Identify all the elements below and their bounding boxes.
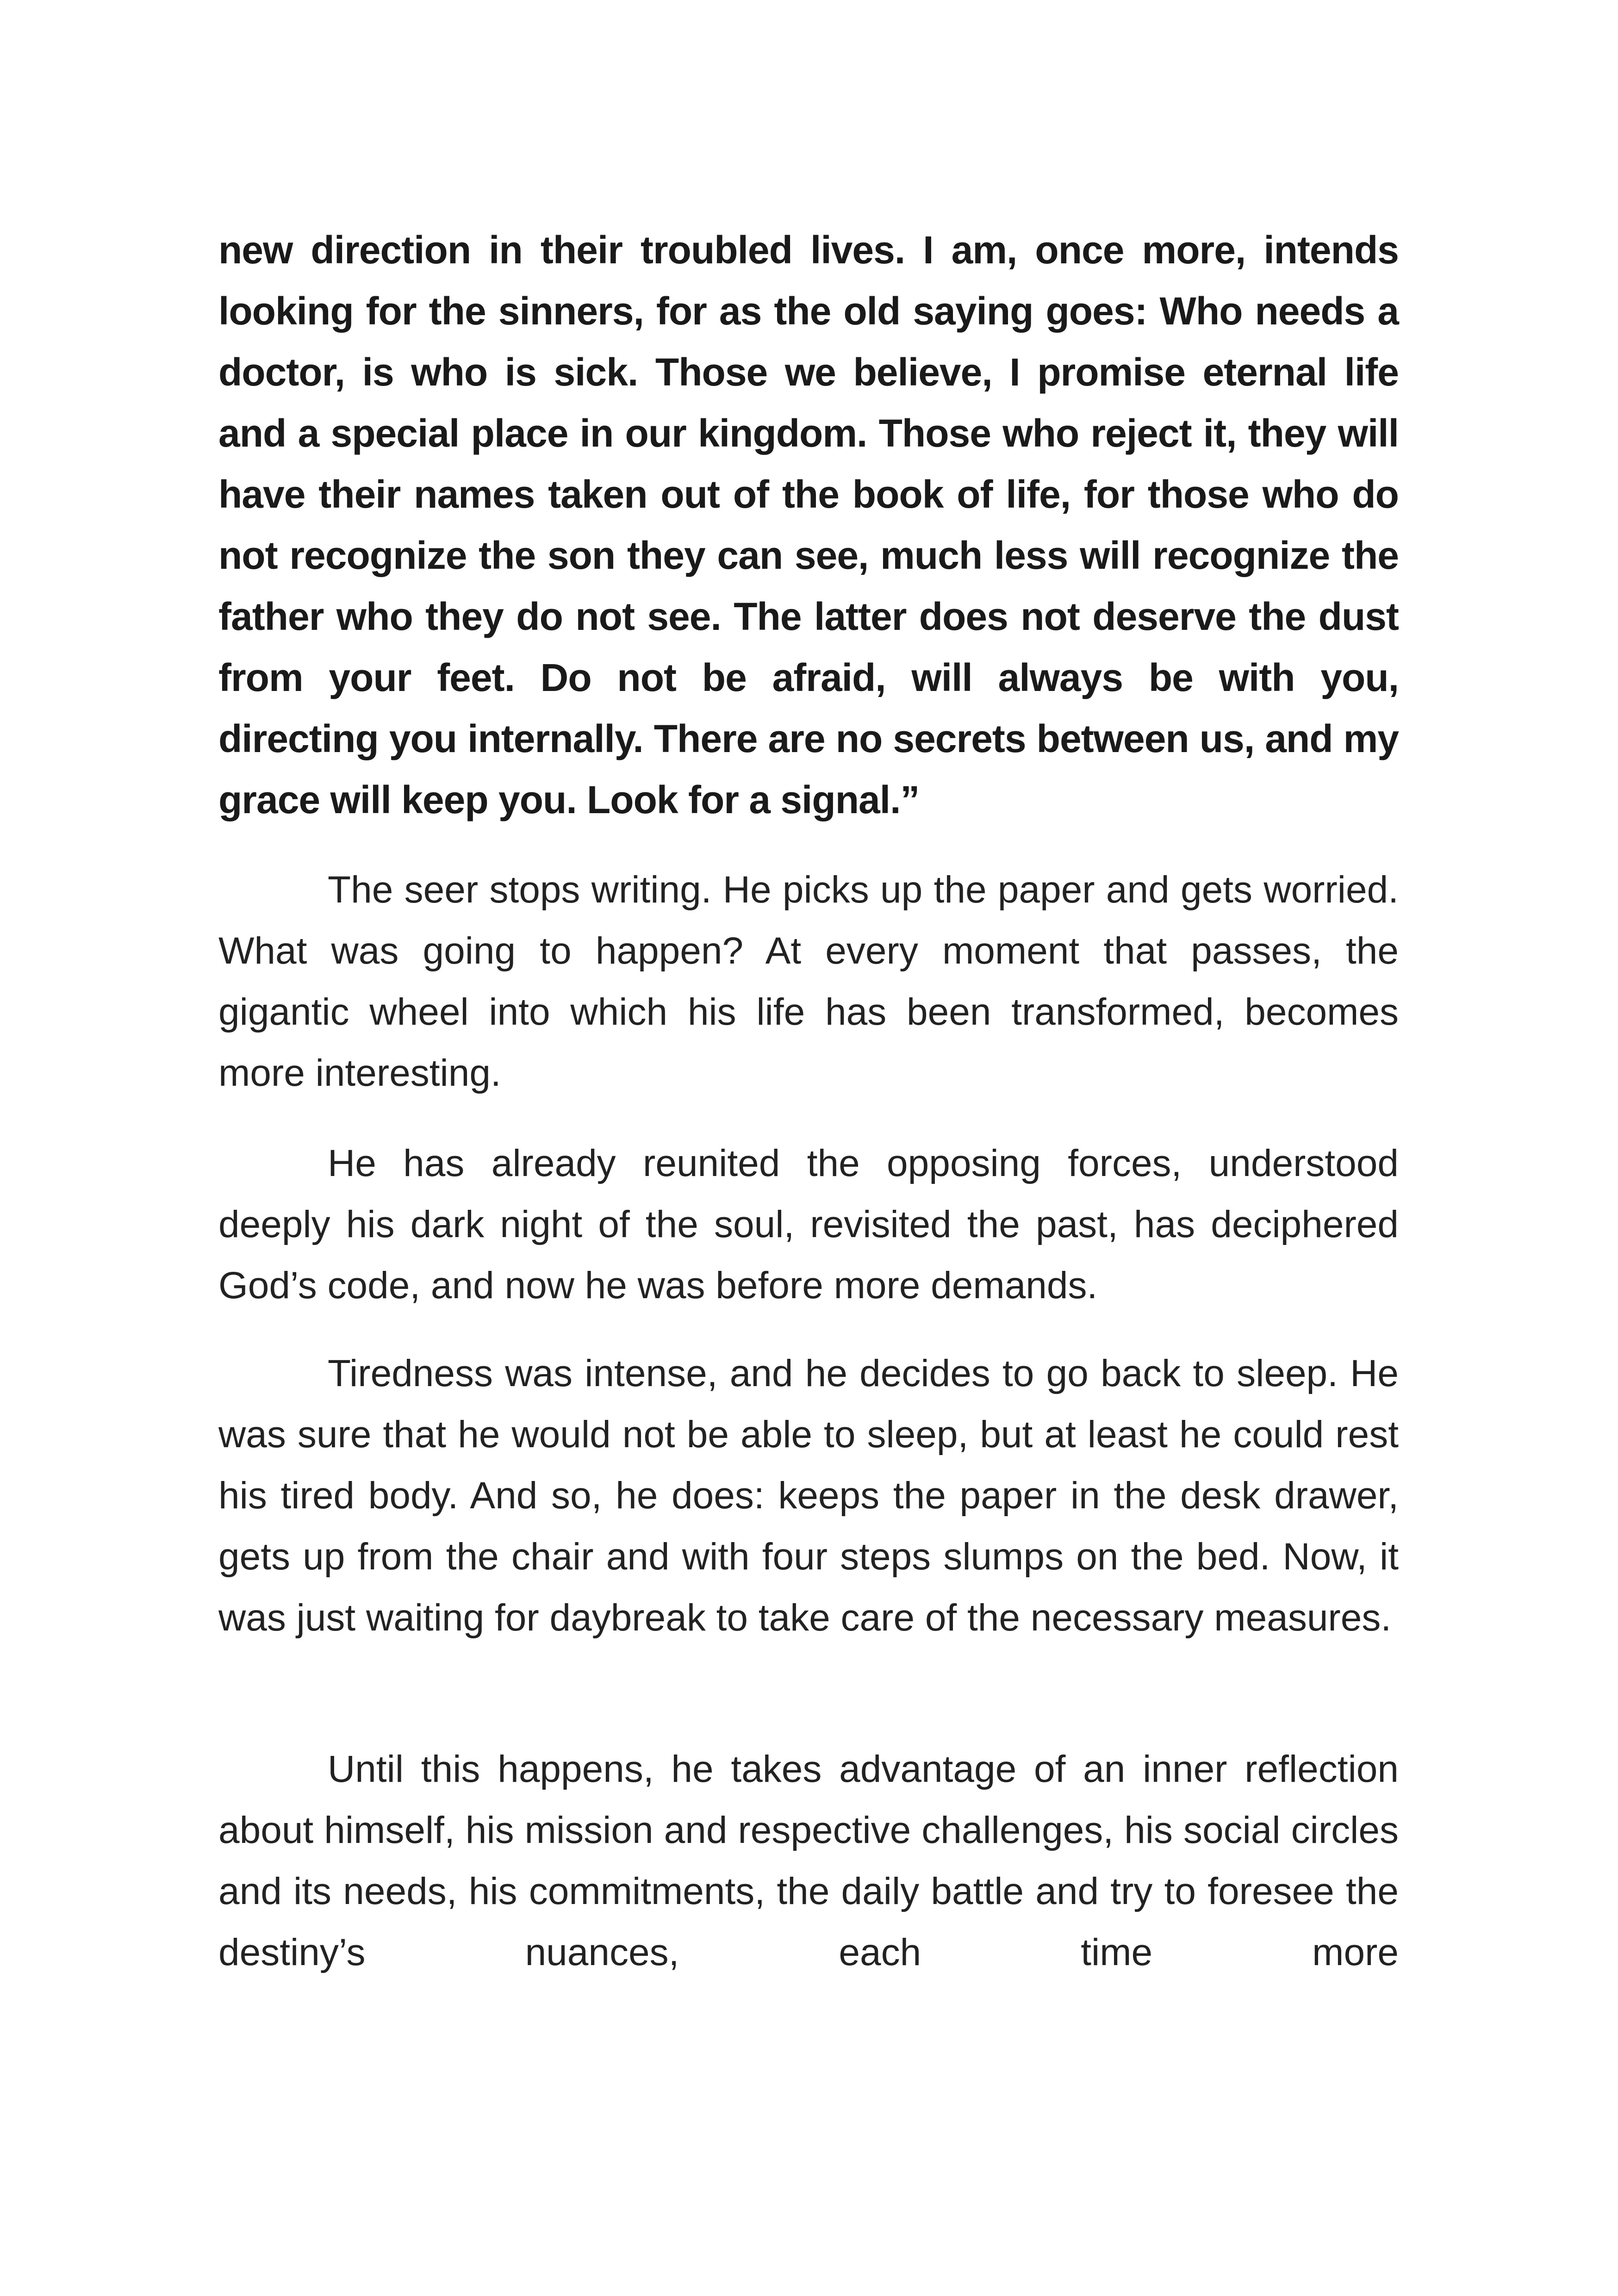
- paragraph-seer-stops-writing: The seer stops writing. He picks up the paper and gets worried. What was going to happen? At every moment that passes, the gigantic wheel into which his life has been transformed, becomes more interesting.: [218, 869, 1399, 1094]
- paragraph-reunited-forces: He has already reunited the opposing forces, understood deeply his dark night of the soul, revisited the past, has deciphered God’s code, and now he was before more demands.: [218, 1142, 1399, 1307]
- bold-quoted-passage: new direction in their troubled lives. I am, once more, intends looking for the sinners, for as the old saying goes: Who needs a doctor, is who is sick. Those we believe, I promise eternal life and a special place in our kingdom. Those who reject it, they will have their names taken out of the book of life, for those who do not recognize the son they can see, much less will recognize the father who they do not see. The latter does not deserve the dust from your feet. Do not be afraid, will always be with you, directing you internally. There are no secrets between us, and my grace will keep you. Look for a signal.”: [218, 228, 1399, 821]
- paragraph-tiredness: Tiredness was intense, and he decides to go back to sleep. He was sure that he would not be able to sleep, but at least he could rest his tired body. And so, he does: keeps the paper in the desk drawer, gets up from the chair and with four steps slumps on the bed. Now, it was just waiting for daybreak to take care of the necessary measures.: [218, 1352, 1399, 1639]
- paragraph-until-this-happens: Until this happens, he takes advantage of an inner reflection about himself, his mission and respective challenges, his social circles and its needs, his commitments, the daily battle and try to foresee the destiny’s nuances, each time more: [218, 1748, 1399, 1973]
